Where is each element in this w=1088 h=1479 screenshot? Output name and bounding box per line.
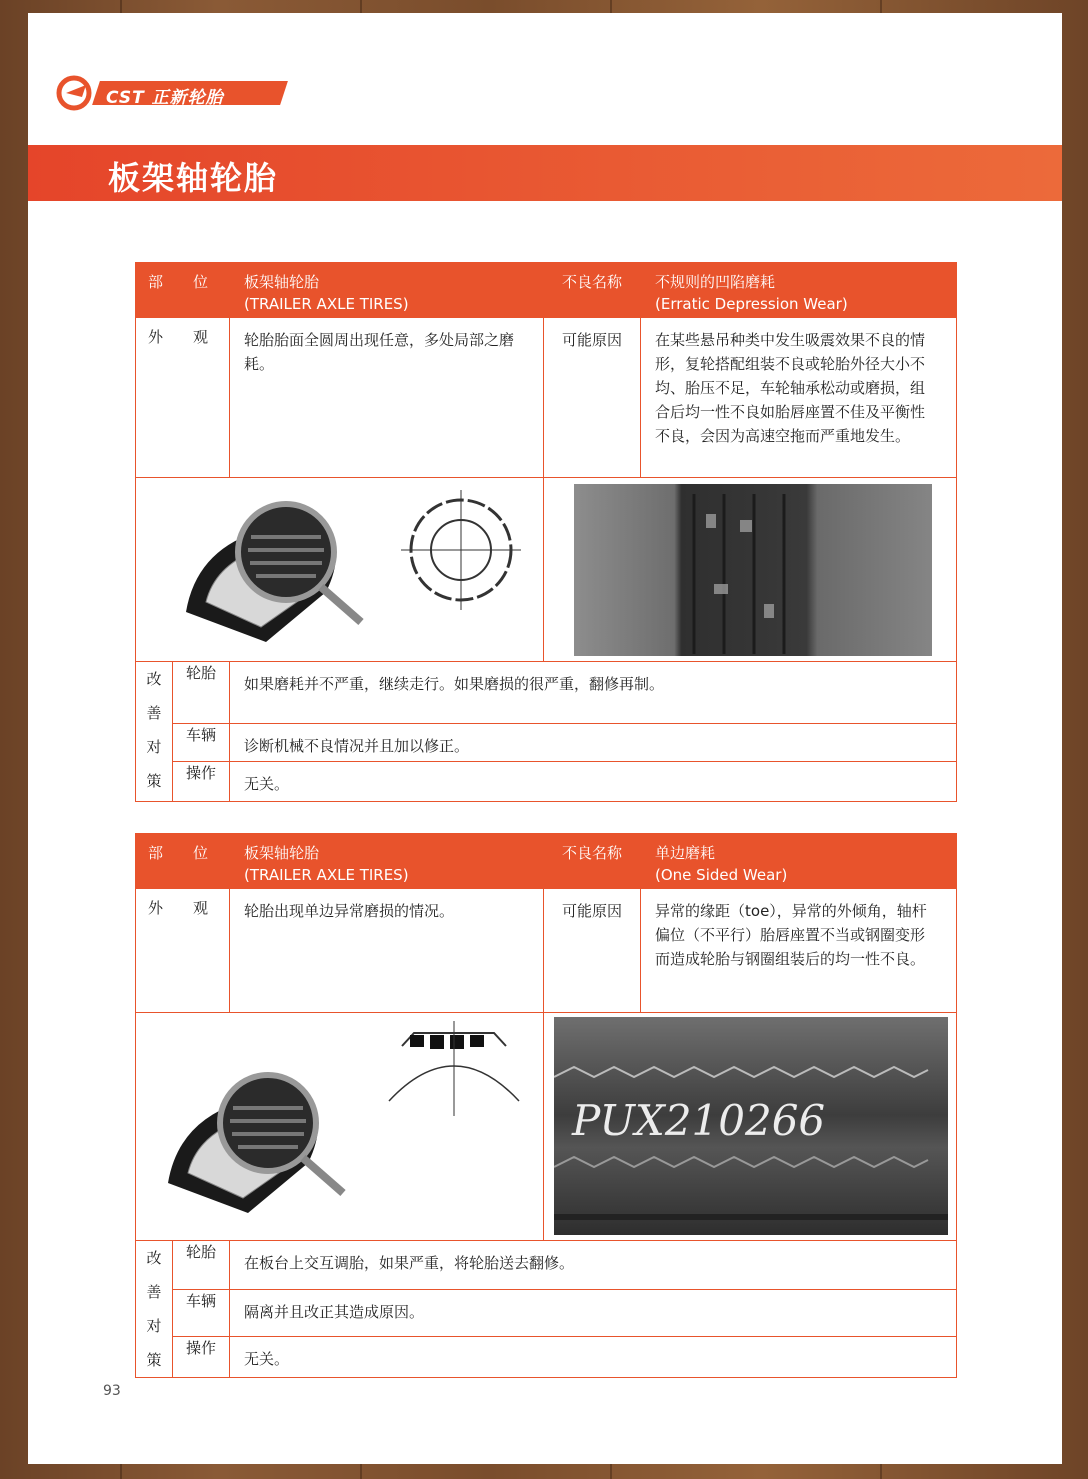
worn-tire-photo	[574, 484, 932, 656]
measure-text-tire: 在板台上交互调胎，如果严重，将轮胎送去翻修。	[244, 1254, 575, 1272]
appearance-label: 外 观	[148, 899, 209, 917]
photo-cell	[544, 478, 957, 662]
cause-text: 在某些悬吊种类中发生吸震效果不良的情形，复轮搭配组装不良或轮胎外径大小不均、胎压不足，车轮轴承松动或磨损，组合后均一性不良如胎唇座置不佳及平衡性不良，会因为高速空拖而严重地发生。	[655, 331, 926, 445]
defect-value-cn: 不规则的凹陷磨耗	[655, 273, 776, 291]
part-label-cell	[136, 263, 230, 318]
appearance-text-cell	[230, 318, 544, 478]
photo-handwriting: PUX210266	[572, 1096, 826, 1145]
measure-label-vehicle: 车辆	[173, 724, 230, 762]
diagram-cell	[136, 1013, 544, 1241]
page-number: 93	[103, 1383, 121, 1399]
brand-logo-text: CST 正新轮胎	[106, 88, 224, 108]
cause-label-cell	[544, 318, 641, 478]
defect-value-en: (One Sided Wear)	[655, 866, 788, 884]
photo-cell	[544, 1013, 957, 1241]
appearance-text-cell	[230, 889, 544, 1013]
defect-value-en: (Erratic Depression Wear)	[655, 295, 848, 313]
defect-value-cell	[641, 834, 957, 889]
part-value-cn: 板架轴轮胎	[244, 273, 320, 291]
worn-tire-photo	[554, 1017, 948, 1235]
tread-photo-detail	[574, 484, 932, 656]
defect-label-cell	[544, 263, 641, 318]
defect-table-1	[135, 262, 957, 802]
part-value-en: (TRAILER AXLE TIRES)	[244, 866, 409, 884]
measures-char-3: 对	[146, 1317, 162, 1335]
measures-label-cell	[136, 1241, 173, 1378]
part-label-cell	[136, 834, 230, 889]
part-value-en: (TRAILER AXLE TIRES)	[244, 295, 409, 313]
catalog-page	[28, 13, 1062, 1464]
cause-text-cell	[641, 889, 957, 1013]
tire-cutaway-illustration	[176, 492, 396, 652]
defect-value-cell	[641, 263, 957, 318]
title-band	[28, 145, 1062, 201]
measure-label-operation: 操作	[173, 762, 230, 802]
measures-char-2: 善	[146, 1283, 162, 1301]
appearance-text: 轮胎胎面全圆周出现任意，多处局部之磨耗。	[244, 331, 515, 373]
measure-label-tire: 轮胎	[173, 662, 230, 724]
measure-text-operation: 无关。	[244, 1350, 290, 1369]
part-value-cell	[230, 834, 544, 889]
part-label: 部 位	[148, 273, 209, 291]
measure-text-operation: 无关。	[244, 775, 290, 793]
appearance-label-cell	[136, 318, 230, 478]
appearance-text: 轮胎出现单边异常磨损的情况。	[244, 902, 455, 920]
wear-pattern-diagram	[401, 490, 521, 610]
cause-text-cell	[641, 318, 957, 478]
measures-char-4: 策	[146, 1351, 162, 1369]
cause-label: 可能原因	[562, 331, 623, 349]
measure-label-tire: 轮胎	[173, 1241, 230, 1290]
tire-cutaway-illustration	[158, 1063, 378, 1223]
appearance-label: 外 观	[148, 328, 209, 346]
measure-text-vehicle: 诊断机械不良情况并且加以修正。	[244, 737, 470, 755]
defect-value-cn: 单边磨耗	[655, 844, 716, 862]
measures-char-2: 善	[146, 704, 162, 722]
cause-label: 可能原因	[562, 902, 623, 920]
measures-char-1: 改	[146, 1249, 162, 1267]
measures-char-4: 策	[146, 772, 162, 790]
measure-text-vehicle: 隔离并且改正其造成原因。	[244, 1303, 425, 1322]
brand-logo	[56, 77, 266, 109]
one-sided-wear-diagram	[384, 1021, 524, 1116]
measure-text-tire: 如果磨耗并不严重，继续走行。如果磨损的很严重，翻修再制。	[244, 675, 665, 693]
defect-label: 不良名称	[562, 273, 623, 291]
defect-label-cell	[544, 834, 641, 889]
measures-label-cell	[136, 662, 173, 802]
appearance-label-cell	[136, 889, 230, 1013]
part-value-cn: 板架轴轮胎	[244, 844, 320, 862]
part-value-cell	[230, 263, 544, 318]
defect-label: 不良名称	[562, 844, 623, 862]
measures-char-1: 改	[146, 670, 162, 688]
cause-text: 异常的缘距（toe），异常的外倾角，轴杆偏位（不平行）胎唇座置不当或钢圈变形而造成轮胎与钢圈组装后的均一性不良。	[655, 902, 927, 968]
measures-char-3: 对	[146, 738, 162, 756]
tread-photo-detail	[554, 1017, 948, 1235]
diagram-cell	[136, 478, 544, 662]
brand-mark-icon	[56, 75, 100, 111]
part-label: 部 位	[148, 844, 209, 862]
measure-label-vehicle: 车辆	[173, 1290, 230, 1337]
measure-label-operation: 操作	[173, 1337, 230, 1378]
defect-table-2	[135, 833, 957, 1378]
page-title: 板架轴轮胎	[108, 159, 279, 197]
cause-label-cell	[544, 889, 641, 1013]
